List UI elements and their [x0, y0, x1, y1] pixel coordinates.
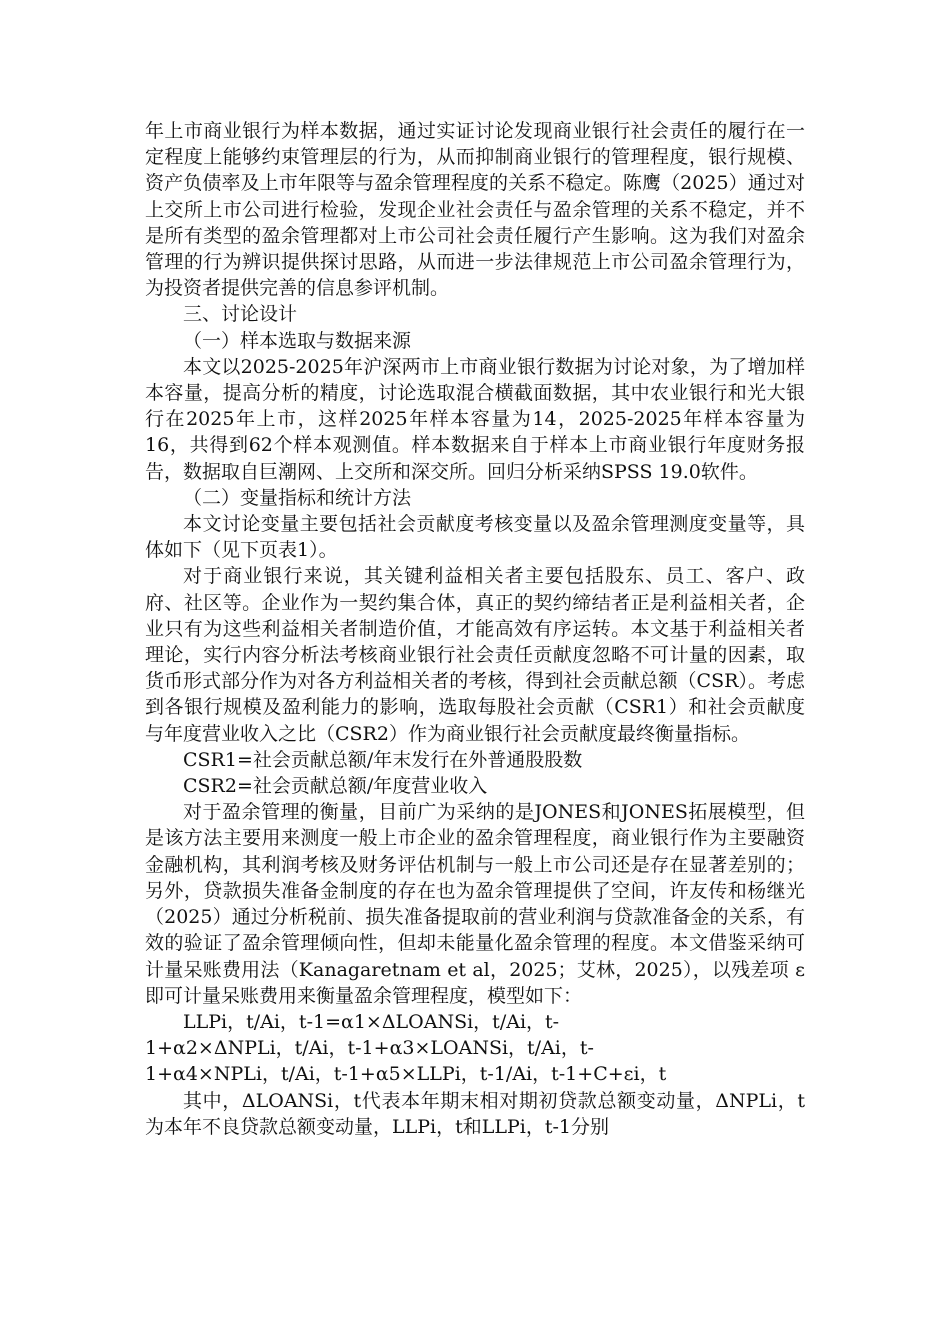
- model-formula-line-1: LLPi，t/Ai，t-1=α1×ΔLOANSi，t/Ai，t-: [183, 1010, 560, 1033]
- model-formula-line-2: 1+α2×ΔNPLi，t/Ai，t-1+α3×LOANSi，t/Ai，t-: [145, 1037, 594, 1060]
- formula-csr1: CSR1=社会贡献总额/年末发行在外普通股股数: [183, 748, 583, 771]
- formula-csr2: CSR2=社会贡献总额/年度营业收入: [183, 775, 488, 798]
- paragraph-continued: 年上市商业银行为样本数据，通过实证讨论发现商业银行社会责任的履行在一定程度上能够约束管理层的行为，从而抑制商业银行的管理程度，银行规模、资产负债率及上市年限等与盈余管理程度的关系不稳定。陈鹰（2025）通过对上交所上市公司进行检验，发现企业社会责任与盈余管理的关系不稳定，并不是所有类型的盈余管理都对上市公司社会责任履行产生影响。这为我们对盈余管理的行为辨识提供探讨思路，从而进一步法律规范上市公司盈余管理行为，为投资者提供完善的信息参评机制。: [145, 120, 805, 300]
- paragraph-sample: 本文以2025-2025年沪深两市上市商业银行数据为讨论对象，为了增加样本容量，提高分析的精度，讨论选取混合横截面数据，其中农业银行和光大银行在2025年上市，这样2025年样本容量为14，2025-2025年样本容量为16，共得到62个样本观测值。样本数据来自于样本上市商业银行年度财务报告，数据取自巨潮网、上交所和深交所。回归分析采纳SPSS 19.0软件。: [145, 355, 805, 483]
- paragraph-variable-definitions: 其中，ΔLOANSi，t代表本年期末相对期初贷款总额变动量，ΔNPLi，t为本年不良贷款总额变动量，LLPi，t和LLPi，t-1分别: [145, 1089, 805, 1138]
- subsection-heading-sample: （一）样本选取与数据来源: [183, 329, 412, 352]
- paragraph-variables-intro: 本文讨论变量主要包括社会贡献度考核变量以及盈余管理测度变量等，具体如下（见下页表1）。: [145, 513, 805, 562]
- model-formula-line-3: 1+α4×NPLi，t/Ai，t-1+α5×LLPi，t-1/Ai，t-1+C+εi，t: [145, 1063, 667, 1086]
- section-heading-research-design: 三、讨论设计: [183, 303, 298, 326]
- document-page: [145, 118, 805, 1140]
- paragraph-earnings-management: 对于盈余管理的衡量，目前广为采纳的是JONES和JONES拓展模型，但是该方法主要用来测度一般上市企业的盈余管理程度，商业银行作为主要融资金融机构，其利润考核及财务评估机制与一般上市公司还是存在显著差别的；另外，贷款损失准备金制度的存在也为盈余管理提供了空间，许友传和杨继光（2025）通过分析税前、损失准备提取前的营业利润与贷款准备金的关系，有效的验证了盈余管理倾向性，但却未能量化盈余管理的程度。本文借鉴采纳可计量呆账费用法（Kanagaretnam et al，2025；艾林，2025），以残差项 ε 即可计量呆账费用来衡量盈余管理程度，模型如下：: [145, 801, 805, 1007]
- paragraph-stakeholders: 对于商业银行来说，其关键利益相关者主要包括股东、员工、客户、政府、社区等。企业作为一契约集合体，真正的契约缔结者正是利益相关者，企业只有为这些利益相关者制造价值，才能高效有序运转。本文基于利益相关者理论，实行内容分析法考核商业银行社会责任贡献度忽略不可计量的因素，取货币形式部分作为对各方利益相关者的考核，得到社会贡献总额（CSR）。考虑到各银行规模及盈利能力的影响，选取每股社会贡献（CSR1）和社会贡献度与年度营业收入之比（CSR2）作为商业银行社会贡献度最终衡量指标。: [145, 565, 805, 745]
- subsection-heading-variables: （二）变量指标和统计方法: [183, 486, 412, 509]
